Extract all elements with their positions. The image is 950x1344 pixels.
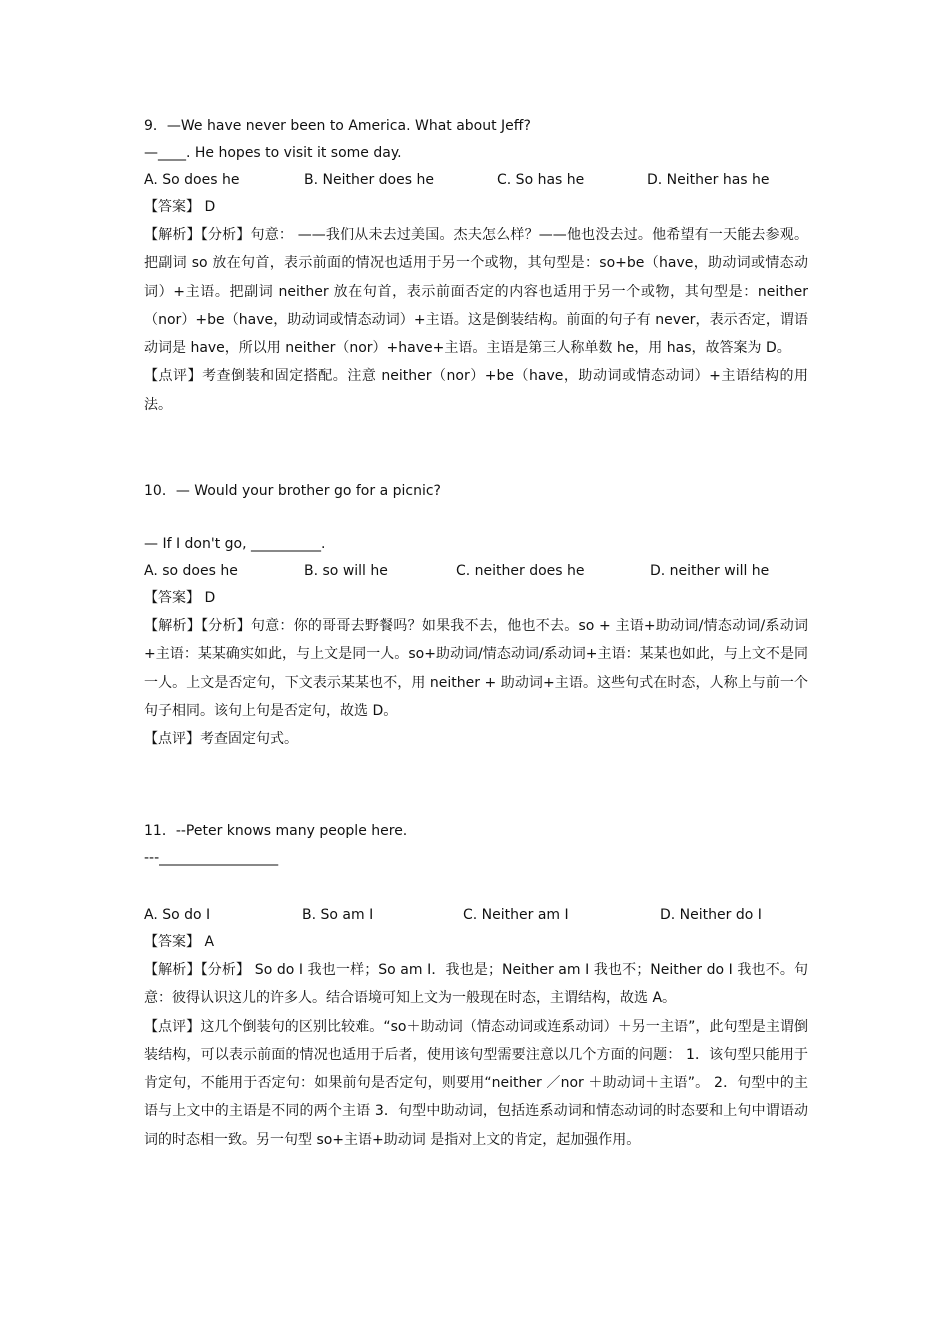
question-10 (144, 478, 808, 753)
comment-paragraph: 【点评】这几个倒装句的区别比较难。“so＋助动词（情态动词或连系动词）＋另一主语”，此句型是主谓倒装结构，可以表示前面的情况也适用于后者，使用该句型需要注意以几个方面的问题： 1．该句型只能用于肯定句，不能用于否定句：如果前句是否定句，则要用“neither ／nor ＋助动词＋主语”。 2．句型中的主语与上文中的主语是不同的两个主语 3．句型中助动词，包括连系动词和情态动词的时态要和上句中谓语动词的时态相一致。另一句型 so+主语+助动词 是指对上文的肯定，起加强作用。 (144, 1018, 808, 1148)
answer-line: 【答案】 D (144, 199, 216, 215)
option-a: A. So does he (144, 172, 240, 188)
option-b: B. so will he (304, 563, 388, 579)
option-c: C. So has he (497, 172, 585, 188)
question-stem-reply: ---_________________ (144, 850, 279, 866)
question-stem-reply: — If I don't go, __________. (144, 536, 326, 552)
answer-line: 【答案】 D (144, 590, 216, 606)
option-d: D. Neither do I (660, 907, 762, 923)
question-stem-reply: —____. He hopes to visit it some day. (144, 145, 402, 161)
spacer (144, 872, 808, 902)
option-c: C. Neither am I (463, 907, 569, 923)
option-d: D. neither will he (650, 563, 770, 579)
option-d: D. Neither has he (647, 172, 770, 188)
analysis-paragraph: 【解析】【分析】 So do I 我也一样；So am I．我也是；Neither am I 我也不；Neither do I 我也不。句意：彼得认识这儿的许多人。结合语境可知上文为一般现在时态，主谓结构，故选 A。 (144, 962, 808, 1007)
comment-paragraph: 【点评】考查倒装和固定搭配。注意 neither（nor）+be（have，助动词或情态动词）+主语结构的用法。 (144, 368, 808, 413)
question-9 (144, 113, 808, 419)
question-stem: 10．— Would your brother go for a picnic? (144, 483, 441, 499)
options-row (144, 558, 808, 585)
question-stem: 9．—We have never been to America. What about Jeff? (144, 118, 531, 134)
option-a: A. So do I (144, 907, 211, 923)
option-a: A. so does he (144, 563, 238, 579)
answer-line: 【答案】 A (144, 934, 215, 950)
options-row (144, 902, 808, 929)
question-11 (144, 818, 808, 1154)
option-c: C. neither does he (456, 563, 585, 579)
option-b: B. Neither does he (304, 172, 434, 188)
analysis-paragraph: 【解析】【分析】句意： ——我们从未去过美国。杰夫怎么样？——他也没去过。他希望有一天能去参观。把副词 so 放在句首，表示前面的情况也适用于另一个或物，其句型是：so+be（have，助动词或情态动词）+主语。把副词 neither 放在句首，表示前面否定的内容也适用于另一个或物，其句型是：neither（nor）+be（have，助动词或情态动词）+主语。这是倒装结构。前面的句子有 never，表示否定，谓语动词是 have，所以用 neither（nor）+have+主语。主语是第三人称单数 he，用 has，故答案为 D。 (144, 227, 808, 357)
question-stem: 11．--Peter knows many people here. (144, 823, 408, 839)
analysis-paragraph: 【解析】【分析】句意：你的哥哥去野餐吗？如果我不去，他也不去。so + 主语+助动词/情态动词/系动词+主语：某某确实如此，与上文是同一人。so+助动词/情态动词/系动词+主语：某某也如此，与上文不是同一人。上文是否定句，下文表示某某也不，用 neither + 助动词+主语。这些句式在时态，人称上与前一个句子相同。该句上句是否定句，故选 D。 (144, 618, 808, 719)
comment-paragraph: 【点评】考查固定句式。 (144, 731, 298, 748)
option-b: B. So am I (302, 907, 374, 923)
spacer (144, 505, 808, 531)
options-row (144, 167, 808, 194)
